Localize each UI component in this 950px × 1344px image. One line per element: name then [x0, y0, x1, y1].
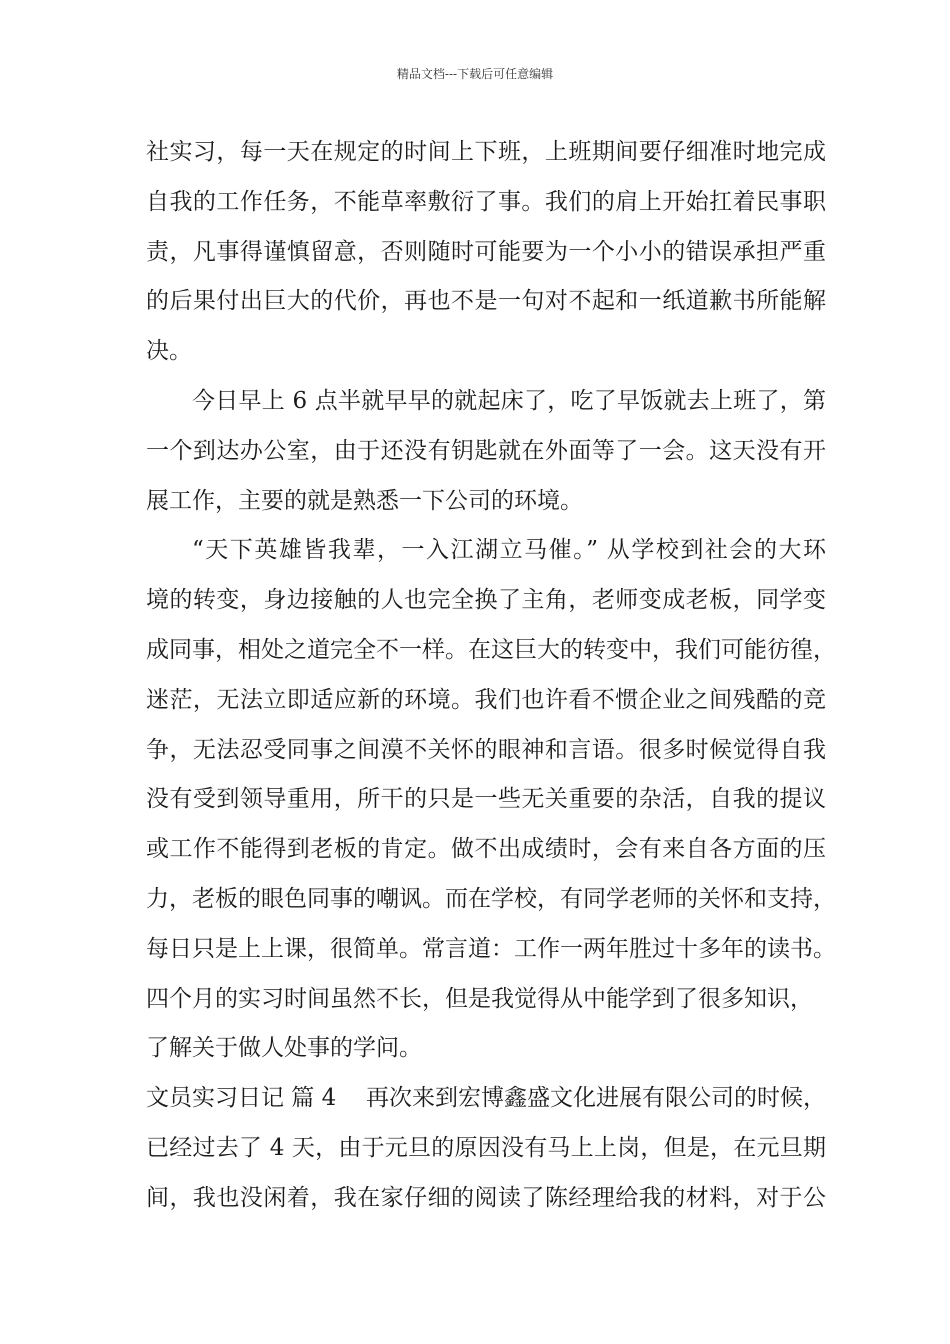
text-line: 已经过去了 4 天，由于元旦的原因没有马上上岗，但是，在元旦期	[146, 1134, 826, 1161]
text-line: 四个月的实习时间虽然不长，但是我觉得从中能学到了很多知识，	[146, 985, 813, 1012]
document-body	[146, 128, 836, 1224]
text-line: 没有受到领导重用，所干的只是一些无关重要的杂活，自我的提议	[146, 786, 826, 813]
paragraph-3	[146, 526, 836, 1074]
paragraph-1	[146, 128, 826, 377]
text-line: 了解关于做人处事的学问。	[146, 1035, 422, 1062]
section-heading: 文员实习日记 篇 4	[146, 1085, 337, 1112]
text-line: 的后果付出巨大的代价，再也不是一句对不起和一纸道歉书所能解	[146, 288, 826, 315]
text-line: 自我的工作任务，不能草率敷衍了事。我们的肩上开始扛着民事职	[146, 188, 826, 215]
text-line: 一个到达办公室，由于还没有钥匙就在外面等了一会。这天没有开	[146, 437, 826, 464]
text-line: 责，凡事得谨慎留意，否则随时可能要为一个小小的错误承担严重	[146, 238, 826, 265]
text-line: 今日早上 6 点半就早早的就起床了，吃了早饭就去上班了，第	[192, 387, 826, 414]
page-header: 精品文档---下载后可任意编辑	[396, 67, 554, 81]
text-line: 再次来到宏博鑫盛文化进展有限公司的时候，	[366, 1085, 826, 1112]
text-line: 每日只是上上课，很简单。常言道：工作一两年胜过十多年的读书。	[146, 935, 836, 962]
text-line: 决。	[146, 338, 192, 365]
text-line: 或工作不能得到老板的肯定。做不出成绩时，会有来自各方面的压	[146, 836, 826, 863]
text-line: 社实习，每一天在规定的时间上下班，上班期间要仔细准时地完成	[146, 139, 826, 165]
text-line: 间，我也没闲着，我在家仔细的阅读了陈经理给我的材料，对于公	[146, 1184, 826, 1211]
text-line: 迷茫，无法立即适应新的环境。我们也许看不惯企业之间残酷的竞	[146, 686, 826, 713]
text-line: 力，老板的眼色同事的嘲讽。而在学校，有同学老师的关怀和支持，	[146, 885, 836, 912]
text-line: 成同事，相处之道完全不一样。在这巨大的转变中，我们可能彷徨，	[146, 636, 836, 663]
paragraph-2	[146, 377, 826, 526]
diary-section	[146, 1074, 826, 1223]
text-line: 境的转变，身边接触的人也完全换了主角，老师变成老板，同学变	[146, 587, 826, 614]
section-first-line	[146, 1074, 826, 1124]
text-line: “天下英雄皆我辈，一入江湖立马催。” 从学校到社会的大环	[192, 537, 826, 564]
text-line: 展工作，主要的就是熟悉一下公司的环境。	[146, 487, 583, 514]
text-line: 争，无法忍受同事之间漠不关怀的眼神和言语。很多时候觉得自我	[146, 736, 826, 763]
